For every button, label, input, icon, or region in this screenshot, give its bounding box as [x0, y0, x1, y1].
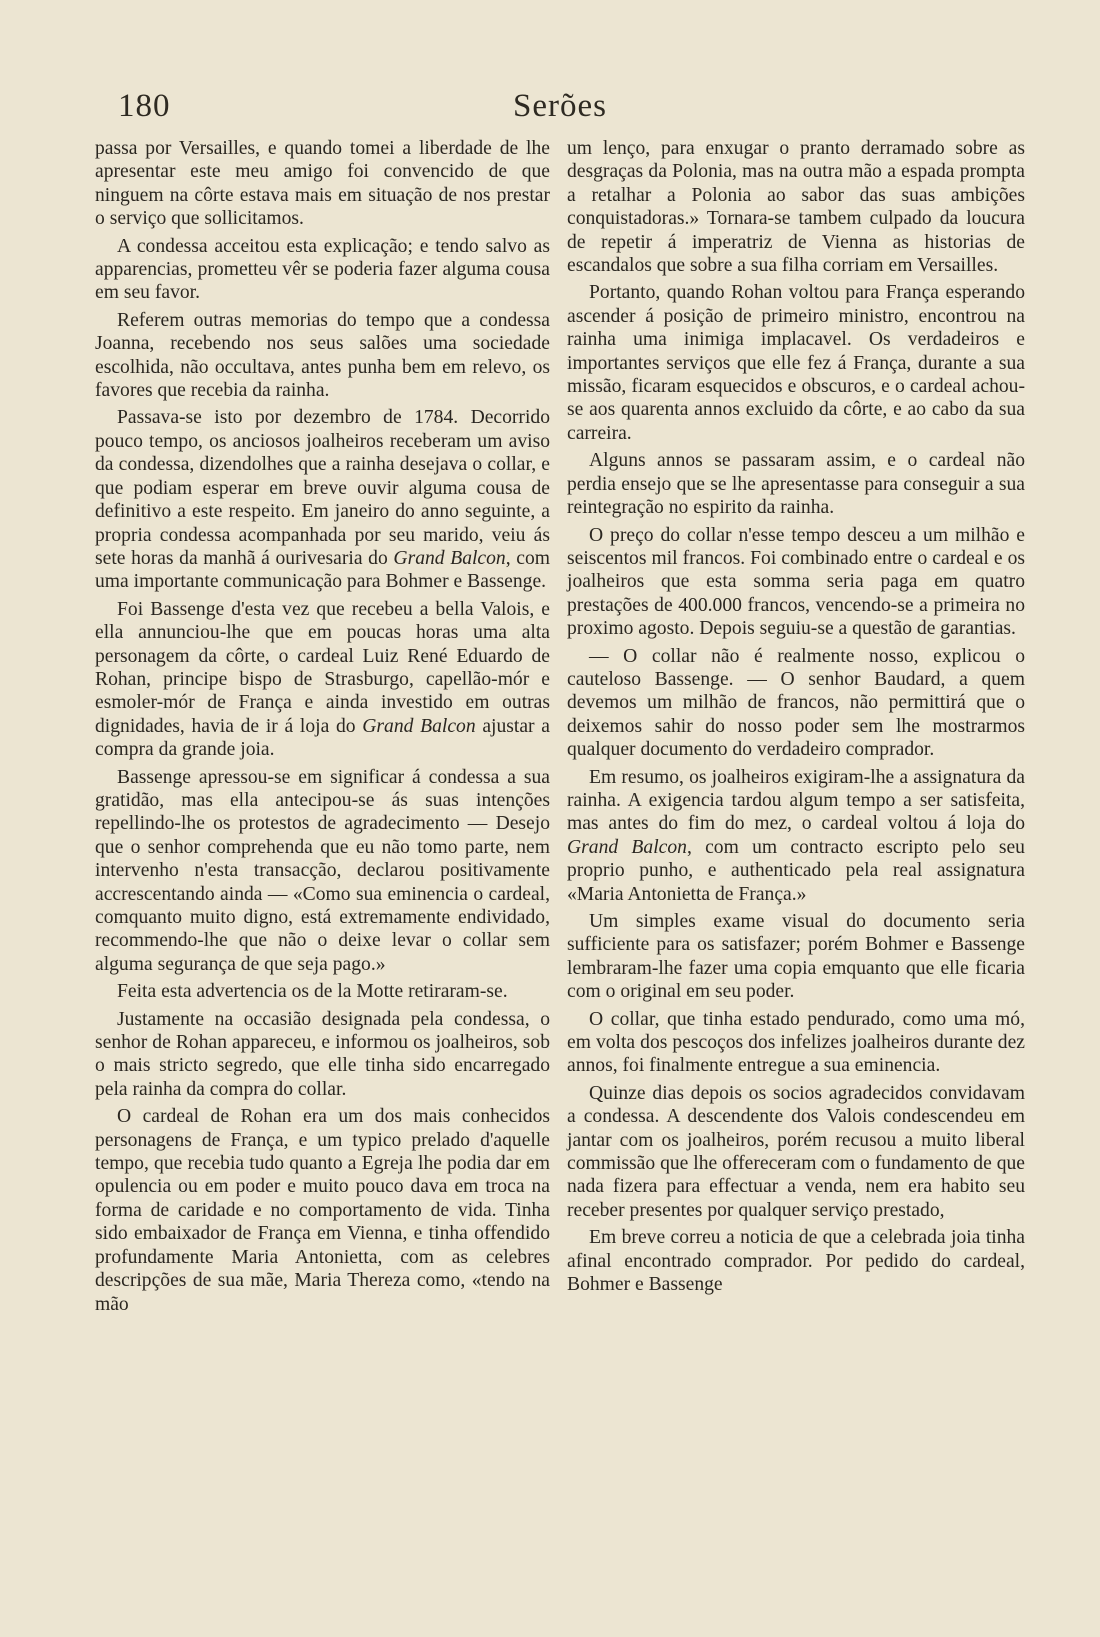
left-column	[95, 137, 550, 1316]
shop-name-italic: Grand Balcon	[393, 547, 506, 569]
shop-name-italic: Grand Balcon	[567, 836, 687, 858]
page-number: 180	[118, 88, 171, 124]
paragraph: Em resumo, os joalheiros exigiram-lhe a assignatura da rainha. A exigencia tardou algum tempo a ser satisfeita, mas antes do fim do mez, o cardeal voltou á loja do Grand Balcon, com um contracto escripto pelo seu proprio punho, e authenticado pela real assignatura «Maria Antonietta de França.»	[567, 766, 1025, 905]
paragraph: Feita esta advertencia os de la Motte retiraram-se.	[117, 981, 508, 1003]
paragraph: — O collar não é realmente nosso, explicou o cauteloso Bassenge. — O senhor Baudard, a quem devemos um milhão de francos, não permittirá que o deixemos sahir do nosso poder sem lhe mostrarmos qualquer documento do verdadeiro comprador.	[567, 645, 1025, 761]
paragraph: O collar, que tinha estado pendurado, como uma mó, em volta dos pescoços dos infelizes joalheiros durante dez annos, foi finalmente entregue a sua eminencia.	[567, 1008, 1025, 1077]
paragraph: Referem outras memorias do tempo que a condessa Joanna, recebendo nos seus salões uma sociedade escolhida, não occultava, antes punha bem em relevo, os favores que recebia da rainha.	[95, 309, 550, 402]
running-title: Serões	[513, 88, 607, 124]
paragraph: Justamente na occasião designada pela condessa, o senhor de Rohan appareceu, e informou os joalheiros, sob o mais stricto segredo, que elle tinha sido encarregado pela rainha da compra do collar.	[95, 1008, 550, 1100]
paragraph: A condessa acceitou esta explicação; e tendo salvo as apparencias, prometteu vêr se poderia fazer alguma cousa em seu favor.	[95, 235, 550, 304]
paragraph: um lenço, para enxugar o pranto derramado sobre as desgraças da Polonia, mas na outra mão a espada prompta a retalhar a Polonia ao sabor das suas ambições conquistadoras.» Tornara-se tambem culpado da loucura de repetir á imperatriz de Vienna as historias de escandalos que sobre a sua filha corriam em Versailles.	[567, 138, 1025, 277]
shop-name-italic: Grand Balcon	[362, 715, 476, 737]
paragraph: Em breve correu a noticia de que a celebrada joia tinha afinal encontrado comprador. Por pedido do cardeal, Bohmer e Bassenge	[567, 1227, 1025, 1296]
paragraph: Um simples exame visual do documento seria sufficiente para os satisfazer; porém Bohmer e Bassenge lembraram-lhe fazer uma copia emquanto que elle ficaria com o original em seu poder.	[567, 911, 1025, 1003]
paragraph: Passava-se isto por dezembro de 1784. Decorrido pouco tempo, os anciosos joalheiros receberam um aviso da condessa, dizendolhes que a rainha desejava o collar, e que podiam esperar em breve ouvir alguma cousa de definitivo a este respeito. Em janeiro do anno seguinte, a propria condessa acompanhada por seu marido, veiu ás sete horas da manhã á ourivesaria do Grand Balcon, com uma importante communicação para Bohmer e Bassenge.	[95, 407, 551, 593]
paragraph: Foi Bassenge d'esta vez que recebeu a bella Valois, e ella annunciou-lhe que em poucas horas uma alta personagem da côrte, o cardeal Luiz René Eduardo de Rohan, principe bispo de Strasburgo, capellão-mór e esmoler-mór de França e ainda investido em outras dignidades, havia de ir á loja do Grand Balcon ajustar a compra da grande joia.	[95, 598, 550, 761]
paragraph: passa por Versailles, e quando tomei a liberdade de lhe apresentar este meu amigo foi convencido de que ninguem na côrte estava mais em situação de nos prestar o serviço que sollicitamos.	[95, 138, 550, 230]
page-header	[118, 88, 1030, 134]
paragraph: Quinze dias depois os socios agradecidos convidavam a condessa. A descendente dos Valois condescendeu em jantar com os joalheiros, porém recusou a muito liberal commissão que lhe offereceram com o fundamento de que nada fizera para effectuar a venda, nem era habito seu receber presentes por qualquer serviço prestado,	[567, 1082, 1025, 1221]
paragraph: Bassenge apressou-se em significar á condessa a sua gratidão, mas ella antecipou-se ás suas intenções repellindo-lhe os protestos de agradecimento — Desejo que o senhor comprehenda que eu não tomo parte, nem intervenho n'esta transacção, declarou positivamente accrescentando ainda — «Como sua eminencia o cardeal, comquanto muito digno, está extremamente endividado, recommendo-lhe que não o deixe levar o collar sem alguma segurança de que seja pago.»	[95, 766, 550, 975]
paragraph: O preço do collar n'esse tempo desceu a um milhão e seiscentos mil francos. Foi combinado entre o cardeal e os joalheiros que esta somma seria paga em quatro prestações de 400.000 francos, vencendo-se a primeira no proximo agosto. Depois seguiu-se a questão de garantias.	[567, 524, 1025, 640]
paragraph: Portanto, quando Rohan voltou para França esperando ascender á posição de primeiro ministro, encontrou na rainha uma inimiga implacavel. Os verdadeiros e importantes serviços que elle fez á França, durante a sua missão, ficaram esquecidos e obscuros, e o cardeal achou-se aos quarenta annos excluido da côrte, e ao cabo da sua carreira.	[567, 282, 1025, 444]
right-column	[567, 137, 1025, 1297]
paragraph: O cardeal de Rohan era um dos mais conhecidos personagens de França, e um typico prelado d'aquelle tempo, que recebia tudo quanto a Egreja lhe podia dar em opulencia ou em poder e muito pouco dava em troca na forma de caridade e no comportamento de vida. Tinha sido embaixador de França em Vienna, e tinha offendido profundamente Maria Antonietta, com as celebres descripções de sua mãe, Maria Thereza como, «tendo na mão	[95, 1106, 550, 1315]
paragraph: Alguns annos se passaram assim, e o cardeal não perdia ensejo que se lhe apresentasse para conseguir a sua reintegração no espirito da rainha.	[567, 450, 1025, 519]
